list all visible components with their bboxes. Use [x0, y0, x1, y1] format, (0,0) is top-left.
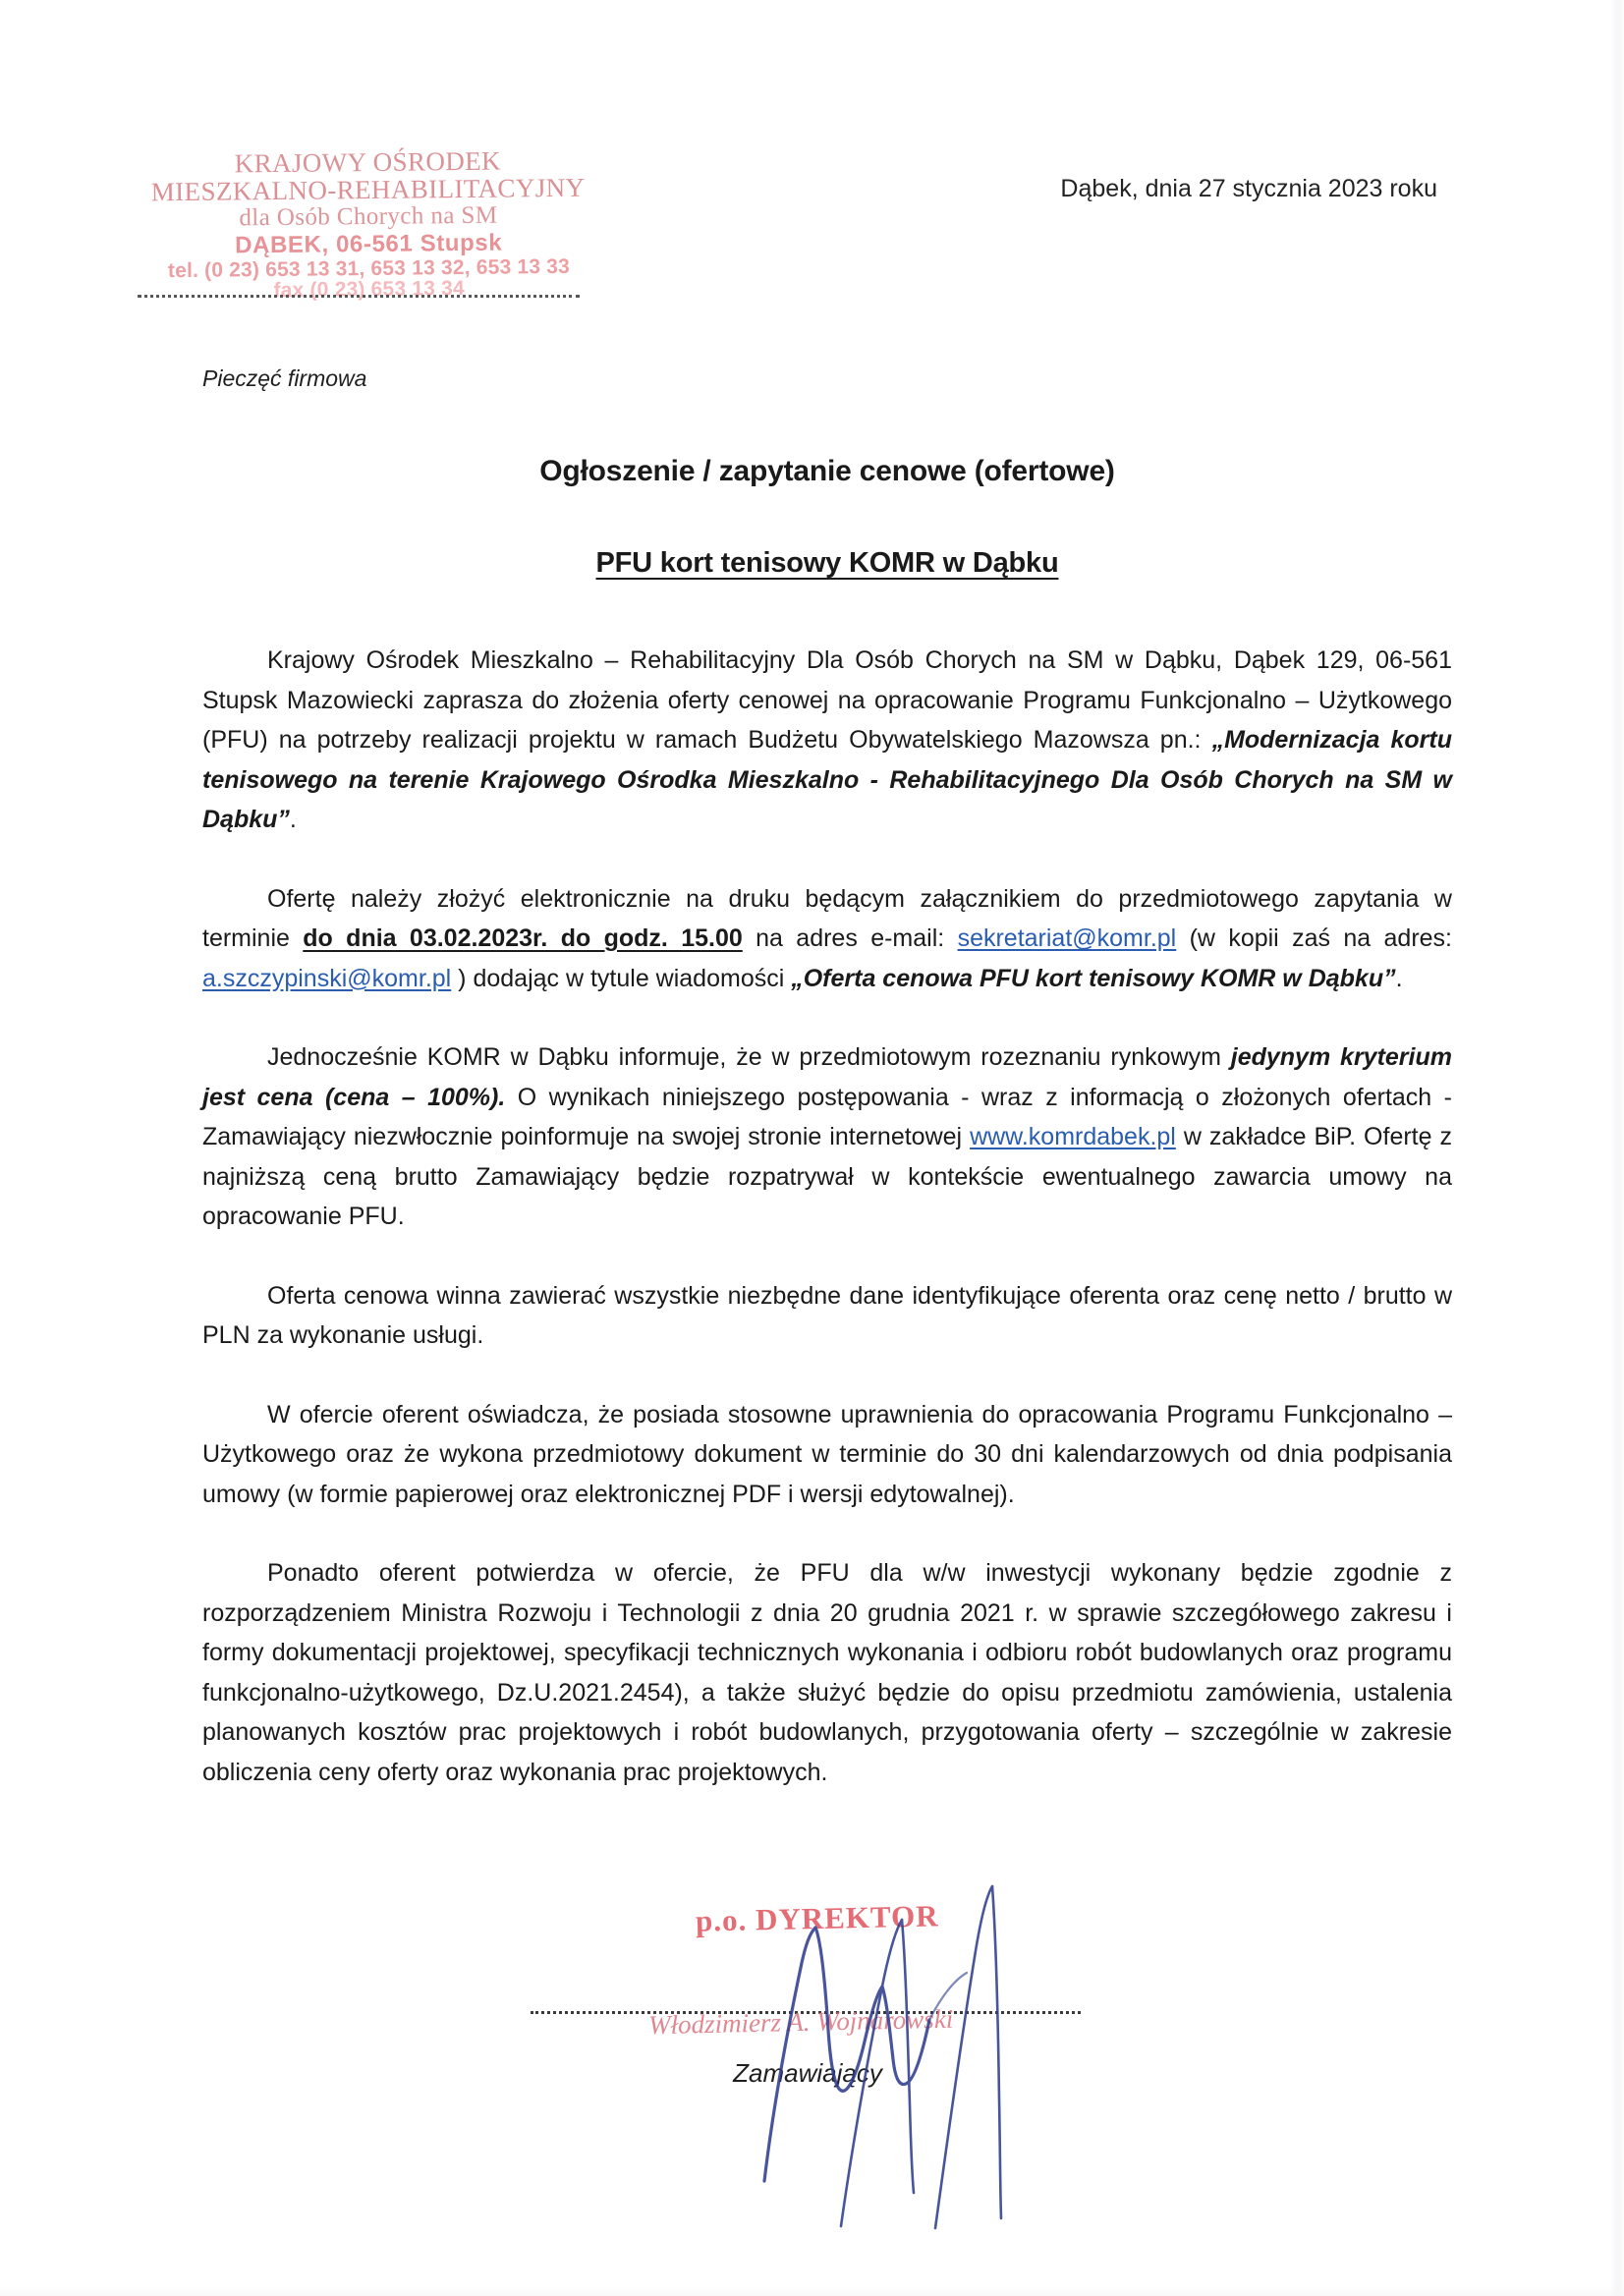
paragraph-declaration: W ofercie oferent oświadcza, że posiada stosowne uprawnienia do opracowania Programu Funkcjonalno – Użytkowego oraz że wykona przedmiotowy dokument w terminie do 30 dni kalendarzowych od dnia podpisania umowy (w formie papierowej oraz elektronicznej PDF i wersji edytowalnej). [202, 1400, 1452, 1508]
p3-seg2: O wynikach niniejszego postępowania - wraz z informacją o złożonych ofertach - Zamawiający niezwłocznie poinformuje na swojej stronie internetowej [202, 1083, 1452, 1150]
email-copy-link[interactable]: a.szczypinski@komr.pl [202, 964, 452, 992]
p1-text-before: Krajowy Ośrodek Mieszkalno – Rehabilitacyjny Dla Osób Chorych na SM w Dąbku, Dąbek 129, 06-561 Stupsk Mazowiecki zaprasza do złożenia oferty cenowej na opracowanie Programu Funkcjonalno – Użytkowego (PFU) na potrzeby realizacji projektu w ramach Budżetu Obywatelskiego Mazowsza pn.: [202, 646, 1452, 754]
document-date: Dąbek, dnia 27 stycznia 2023 roku [1060, 175, 1437, 202]
submission-deadline: do dnia 03.02.2023r. do godz. 15.00 [303, 924, 743, 952]
page-subtitle: PFU kort tenisowy KOMR w Dąbku [595, 547, 1059, 579]
stamp-line-fax: fax (0 23) 653 13 34 [273, 276, 465, 303]
stamp-dotted-rule [138, 295, 580, 298]
paragraph-criterion [202, 1037, 1452, 1237]
paragraph-submission [202, 879, 1452, 999]
stamp-line-1: KRAJOWY OŚRODEK [234, 145, 502, 179]
stamp-line-address: DĄBEK, 06-561 Stupsk [235, 229, 503, 259]
p3-seg1: Jednocześnie KOMR w Dąbku informuje, że w przedmiotowym rozeznaniu rynkowym [267, 1043, 1231, 1071]
p2-seg1: Ofertę należy złożyć elektronicznie na druku będącym załącznikiem do przedmiotowego zapytania w terminie [202, 884, 1452, 952]
project-name-quoted: „Modernizacja kortu tenisowego na terenie Krajowego Ośrodka Mieszkalno - Rehabilitacyjnego Dla Osób Chorych na SM w Dąbku” [202, 726, 1452, 833]
signatory-role: Zamawiający [733, 2058, 882, 2088]
stamp-line-phone: tel. (0 23) 653 13 31, 653 13 32, 653 13 33 [167, 254, 571, 283]
director-stamp-text: p.o. DYREKTOR [695, 1898, 939, 1938]
p1-text-after: . [289, 806, 297, 833]
signature-block [531, 1898, 1218, 2235]
p3-seg3: w zakładce BiP. Ofertę z najniższą ceną brutto Zamawiający będzie rozpatrywał w kontekście ewentualnego zawarcia umowy na opracowanie PFU. [202, 1123, 1452, 1230]
seal-caption: Pieczęć firmowa [202, 365, 367, 391]
company-stamp [137, 145, 600, 305]
email-subject-line: „Oferta cenowa PFU kort tenisowy KOMR w Dąbku” [791, 964, 1396, 992]
signatory-name-stamp: Włodzimierz A. Wojnarowski [647, 2003, 954, 2041]
paragraph-regulation: Ponadto oferent potwierdza w ofercie, że PFU dla w/w inwestycji wykonany będzie zgodnie z rozporządzeniem Ministra Rozwoju i Technologii z dnia 20 grudnia 2021 r. w sprawie szczegółowego zakresu i formy dokumentacji projektowej, specyfikacji technicznych wykonania i odbioru robót budowlanych oraz programu funkcjonalno-użytkowego, Dz.U.2021.2454), a także służyć będzie do opisu przedmiotu zamówienia, ustalenia planowanych kosztów prac projektowych i robót budowlanych, przygotowania oferty – szczególnie w zakresie obliczenia ceny oferty oraz wykonania prac projektowych. [202, 1559, 1452, 1786]
p2-seg3: (w kopii zaś na adres: [1176, 924, 1452, 952]
p2-seg2: na adres e-mail: [742, 924, 958, 952]
award-criterion: jedynym kryterium jest cena (cena – 100%). [202, 1043, 1452, 1111]
stamp-line-2: MIESZKALNO-REHABILITACYJNY [150, 172, 586, 207]
paragraph-offer-contents: Oferta cenowa winna zawierać wszystkie niezbędne dane identyfikujące oferenta oraz cenę netto / brutto w PLN za wykonanie usługi. [202, 1281, 1452, 1349]
p2-seg5: . [1395, 964, 1403, 992]
website-link[interactable]: www.komrdabek.pl [970, 1123, 1176, 1150]
scan-edge-bottom [0, 2286, 1624, 2296]
paragraph-invitation [202, 641, 1452, 840]
document-body [202, 365, 1452, 1831]
page-title: Ogłoszenie / zapytanie cenowe (ofertowe) [539, 455, 1115, 487]
p2-seg4: ) dodając w tytule wiadomości [451, 964, 792, 992]
scan-edge-right [1610, 0, 1624, 2296]
email-primary-link[interactable]: sekretariat@komr.pl [957, 924, 1177, 952]
stamp-line-3: dla Osób Chorych na SM [239, 201, 498, 232]
